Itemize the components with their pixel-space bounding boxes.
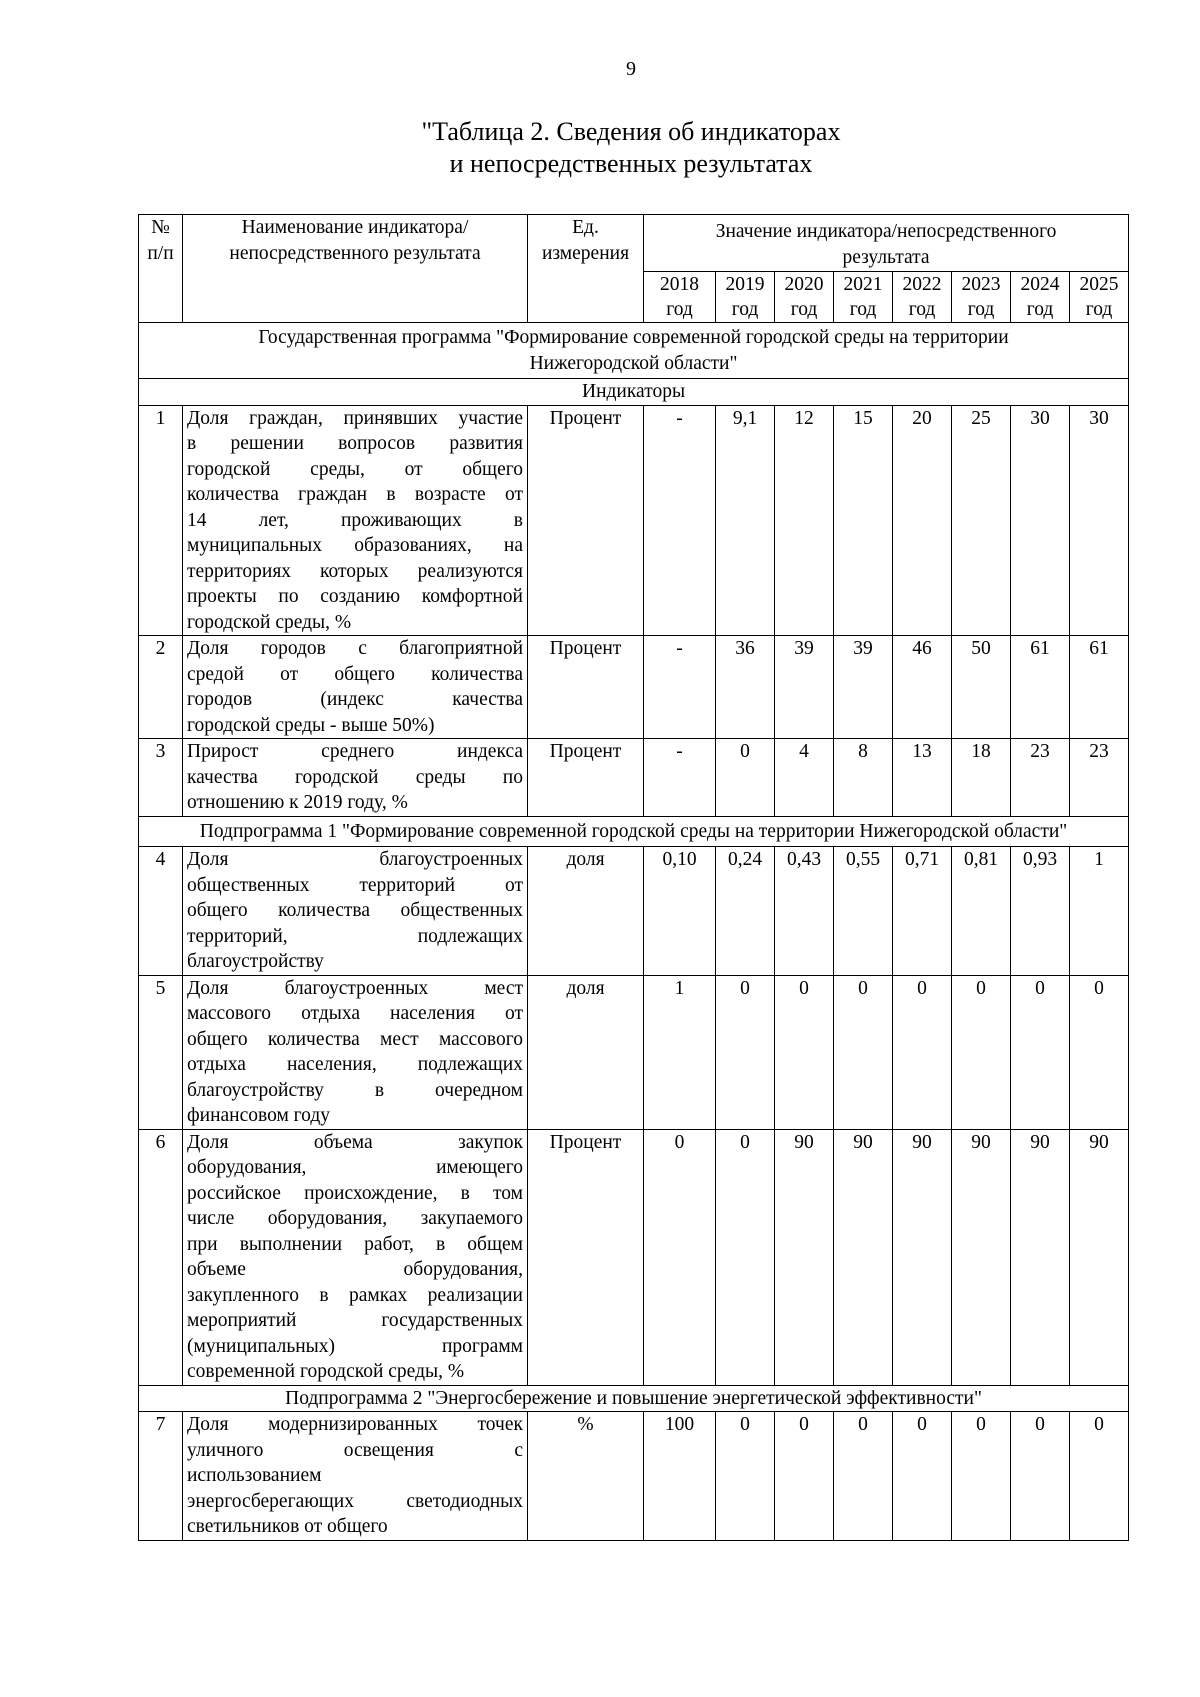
indicator-name-line: городской среды - выше 50%) (187, 714, 435, 736)
indicator-name-line: Доля городов с благоприятной (187, 638, 523, 659)
value-cell-2021: 0 (834, 1412, 893, 1541)
indicator-name-line: российское происхождение, в том (187, 1182, 523, 1204)
header-year-2021 (834, 272, 893, 323)
indicator-name-line: энергосберегающих светодиодных (187, 1490, 523, 1512)
value-cell-2021: 0,55 (834, 847, 893, 976)
header-year-value: 2022 (902, 274, 942, 295)
value-cell-2018: 100 (644, 1412, 716, 1541)
indicator-name-line: финансовом году (187, 1105, 331, 1126)
indicator-name (183, 636, 528, 739)
indicator-name-line: уличного освещения с (187, 1439, 523, 1461)
indicator-name-line: использованием (187, 1465, 322, 1486)
subprogram-2-title-row (139, 1385, 1129, 1412)
header-year-suffix: год (967, 299, 995, 320)
subprogram-1-title-row (139, 816, 1129, 847)
indicator-name-line: Доля граждан, принявших участие (187, 407, 523, 429)
value-cell-2018: - (644, 636, 716, 739)
value-cell-2025: 30 (1070, 405, 1129, 636)
indicator-name-line: в решении вопросов развития (187, 433, 523, 454)
row-number: 3 (139, 739, 183, 817)
indicator-name-line: общественных территорий от (187, 874, 523, 896)
value-cell-2024: 23 (1011, 739, 1070, 817)
value-cell-2023: 18 (952, 739, 1011, 817)
value-cell-2020: 0 (775, 975, 834, 1129)
row-number: 4 (139, 847, 183, 976)
table-row (139, 636, 1129, 739)
value-cell-2024: 0 (1011, 1412, 1070, 1541)
indicator-name-line: Доля благоустроенных мест (187, 977, 523, 999)
indicator-name-line: (муниципальных) программ (187, 1335, 523, 1357)
value-cell-2022: 20 (893, 405, 952, 636)
unit-cell: Процент (528, 739, 644, 817)
header-year-2023 (952, 272, 1011, 323)
value-cell-2019: 0 (716, 739, 775, 817)
header-year-suffix: год (1085, 299, 1113, 320)
header-year-value: 2025 (1079, 274, 1119, 295)
header-year-value: 2021 (843, 274, 883, 295)
indicator-name (183, 1412, 528, 1541)
indicators-label-row (139, 379, 1129, 406)
indicator-name-line: городской среды, % (187, 611, 352, 633)
title-line-1: "Таблица 2. Сведения об индикаторах (421, 117, 841, 146)
header-num: № п/п (139, 215, 183, 323)
row-number: 2 (139, 636, 183, 739)
value-cell-2024: 90 (1011, 1129, 1070, 1385)
indicator-name-line: территорий, подлежащих (187, 925, 523, 947)
header-year-suffix: год (666, 299, 693, 320)
value-cell-2024: 61 (1011, 636, 1070, 739)
row-number: 5 (139, 975, 183, 1129)
table-row (139, 975, 1129, 1129)
indicator-name-line: мероприятий государственных (187, 1310, 523, 1331)
indicator-name-line: отдыха населения, подлежащих (187, 1054, 523, 1075)
value-cell-2018: 0,10 (644, 847, 716, 976)
unit-cell: доля (528, 975, 644, 1129)
indicator-name-line: муниципальных образованиях, на (187, 535, 523, 556)
header-year-2020 (775, 272, 834, 323)
header-value-group: Значение индикатора/непосредственного результата (644, 215, 1129, 272)
header-row-1 (139, 215, 1129, 272)
value-cell-2023: 90 (952, 1129, 1011, 1385)
value-cell-2022: 13 (893, 739, 952, 817)
value-cell-2022: 0 (893, 1412, 952, 1541)
indicator-name (183, 739, 528, 817)
unit-cell: доля (528, 847, 644, 976)
value-cell-2023: 0 (952, 975, 1011, 1129)
indicator-name-line: количества граждан в возрасте от (187, 484, 523, 505)
program-title: Государственная программа "Формирование современной городской среды на территории Нижегородской области" (139, 323, 1129, 379)
value-cell-2023: 0 (952, 1412, 1011, 1541)
value-cell-2021: 8 (834, 739, 893, 817)
value-cell-2023: 25 (952, 405, 1011, 636)
indicator-name-line: Доля благоустроенных (187, 849, 523, 870)
header-year-suffix: год (790, 299, 818, 320)
unit-cell: Процент (528, 405, 644, 636)
indicator-name-line: 14 лет, проживающих в (187, 509, 523, 531)
value-cell-2020: 90 (775, 1129, 834, 1385)
program-title-row (139, 323, 1129, 379)
row-number: 6 (139, 1129, 183, 1385)
indicator-name (183, 847, 528, 976)
indicator-name-line: отношению к 2019 году, % (187, 792, 408, 813)
header-year-suffix: год (1026, 299, 1054, 320)
value-cell-2018: - (644, 405, 716, 636)
indicator-name-line: городской среды, от общего (187, 458, 523, 480)
value-cell-2019: 0 (716, 975, 775, 1129)
value-cell-2018: 0 (644, 1129, 716, 1385)
value-cell-2021: 39 (834, 636, 893, 739)
unit-cell: % (528, 1412, 644, 1541)
indicator-name-line: общего количества мест массового (187, 1028, 523, 1050)
indicator-name-line: современной городской среды, % (187, 1361, 465, 1382)
header-year-value: 2024 (1020, 274, 1060, 295)
indicator-name-line: проекты по созданию комфортной (187, 586, 523, 607)
indicator-name-line: благоустройству (187, 951, 324, 972)
value-cell-2024: 0,93 (1011, 847, 1070, 976)
indicators-table (138, 214, 1129, 1541)
value-cell-2019: 0,24 (716, 847, 775, 976)
indicator-name-line: числе оборудования, закупаемого (187, 1208, 523, 1229)
indicator-name (183, 405, 528, 636)
table-body (139, 215, 1129, 1541)
value-cell-2025: 90 (1070, 1129, 1129, 1385)
value-cell-2021: 0 (834, 975, 893, 1129)
indicator-name-line: городов (индекс качества (187, 689, 523, 710)
value-cell-2020: 0 (775, 1412, 834, 1541)
value-cell-2020: 12 (775, 405, 834, 636)
table-row (139, 1412, 1129, 1541)
subprogram-2-title: Подпрограмма 2 "Энергосбережение и повышение энергетической эффективности" (139, 1385, 1129, 1412)
value-cell-2022: 90 (893, 1129, 952, 1385)
table-row (139, 405, 1129, 636)
table-row (139, 847, 1129, 976)
header-year-2024 (1011, 272, 1070, 323)
value-cell-2018: - (644, 739, 716, 817)
value-cell-2022: 46 (893, 636, 952, 739)
indicator-name-line: Доля объема закупок (187, 1131, 523, 1153)
value-cell-2019: 9,1 (716, 405, 775, 636)
header-year-suffix: год (849, 299, 877, 320)
table-row (139, 1129, 1129, 1385)
indicator-name-line: закупленного в рамках реализации (187, 1284, 523, 1306)
indicator-name-line: общего количества общественных (187, 900, 523, 921)
value-cell-2025: 61 (1070, 636, 1129, 739)
value-cell-2025: 0 (1070, 1412, 1129, 1541)
indicator-name-line: светильников от общего (187, 1516, 388, 1537)
table-row (139, 739, 1129, 817)
page-title (0, 116, 1200, 180)
header-year-2022 (893, 272, 952, 323)
indicator-name-line: объеме оборудования, (187, 1259, 523, 1280)
indicator-name-line: средой от общего количества (187, 663, 523, 685)
header-unit: Ед. измерения (528, 215, 644, 323)
indicator-name (183, 1129, 528, 1385)
header-year-2019 (716, 272, 775, 323)
value-cell-2024: 30 (1011, 405, 1070, 636)
indicator-name-line: Прирост среднего индекса (187, 741, 523, 762)
header-name: Наименование индикатора/ непосредственного результата (183, 215, 528, 323)
value-cell-2020: 0,43 (775, 847, 834, 976)
header-year-2025 (1070, 272, 1129, 323)
indicator-name-line: при выполнении работ, в общем (187, 1233, 523, 1255)
indicator-name (183, 975, 528, 1129)
value-cell-2025: 1 (1070, 847, 1129, 976)
header-year-value: 2019 (725, 274, 765, 295)
row-number: 7 (139, 1412, 183, 1541)
value-cell-2024: 0 (1011, 975, 1070, 1129)
page-number: 9 (626, 58, 636, 80)
value-cell-2023: 50 (952, 636, 1011, 739)
value-cell-2019: 0 (716, 1129, 775, 1385)
value-cell-2020: 4 (775, 739, 834, 817)
value-cell-2021: 15 (834, 405, 893, 636)
value-cell-2025: 23 (1070, 739, 1129, 817)
indicator-name-line: благоустройству в очередном (187, 1079, 523, 1101)
indicator-name-line: массового отдыха населения от (187, 1003, 523, 1024)
indicator-name-line: оборудования, имеющего (187, 1157, 523, 1178)
header-year-value: 2020 (784, 274, 824, 295)
unit-cell: Процент (528, 1129, 644, 1385)
unit-cell: Процент (528, 636, 644, 739)
value-cell-2025: 0 (1070, 975, 1129, 1129)
row-number: 1 (139, 405, 183, 636)
indicator-name-line: качества городской среды по (187, 766, 523, 788)
header-year-suffix: год (731, 299, 759, 320)
indicator-name-line: Доля модернизированных точек (187, 1414, 523, 1435)
header-year-suffix: год (908, 299, 936, 320)
indicators-label: Индикаторы (139, 379, 1129, 406)
indicator-name-line: территориях которых реализуются (187, 560, 523, 582)
header-year-value: 2023 (961, 274, 1001, 295)
subprogram-1-title: Подпрограмма 1 "Формирование современной городской среды на территории Нижегородской области" (139, 816, 1129, 847)
value-cell-2019: 0 (716, 1412, 775, 1541)
title-line-2: и непосредственных результатах (449, 149, 813, 178)
value-cell-2019: 36 (716, 636, 775, 739)
value-cell-2022: 0 (893, 975, 952, 1129)
value-cell-2021: 90 (834, 1129, 893, 1385)
header-year-value: 2018 (660, 274, 699, 295)
value-cell-2020: 39 (775, 636, 834, 739)
value-cell-2018: 1 (644, 975, 716, 1129)
value-cell-2023: 0,81 (952, 847, 1011, 976)
header-year-2018 (644, 272, 716, 323)
value-cell-2022: 0,71 (893, 847, 952, 976)
